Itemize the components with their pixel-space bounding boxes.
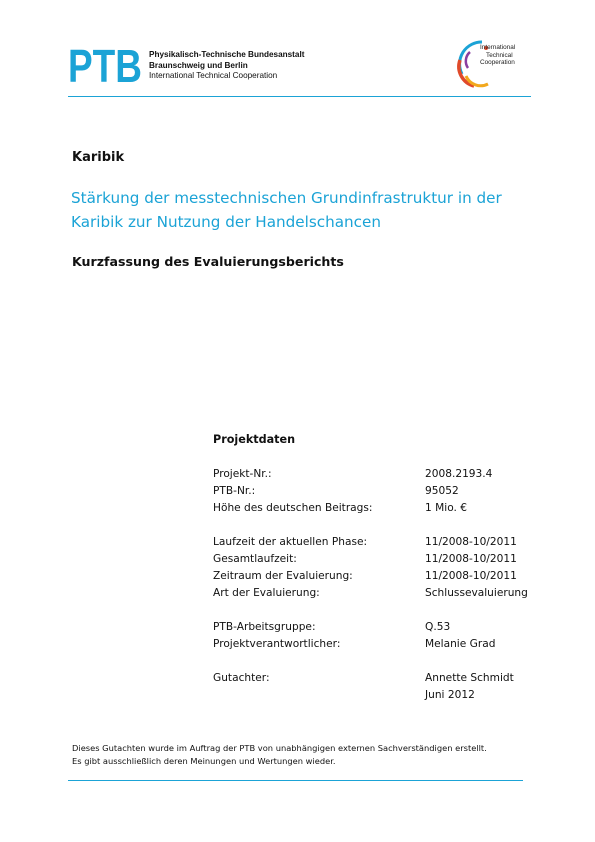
working-group-row xyxy=(213,619,543,636)
row-value: 11/2008-10/2011 xyxy=(425,553,517,565)
row-label: Zeitraum der Evaluierung: xyxy=(213,570,353,582)
row-label: PTB-Arbeitsgruppe: xyxy=(213,621,316,633)
project-number-row xyxy=(213,466,543,483)
project-manager-row xyxy=(213,636,543,653)
itc-line-1: International xyxy=(480,44,516,51)
total-duration-row xyxy=(213,551,543,568)
row-value: Schlussevaluierung xyxy=(425,587,528,599)
evaluation-type-row xyxy=(213,585,543,602)
report-date-row xyxy=(213,687,543,704)
itc-line-3: Cooperation xyxy=(480,59,515,67)
row-label: Projektverantwortlicher: xyxy=(213,638,341,650)
row-value: 1 Mio. € xyxy=(425,502,467,514)
ptb-logo xyxy=(68,42,144,90)
project-data-heading: Projektdaten xyxy=(213,433,296,446)
disclaimer xyxy=(72,742,487,768)
document-subtitle: Kurzfassung des Evaluierungsberichts xyxy=(72,254,344,269)
itc-line-2: Technical xyxy=(486,51,513,59)
header-divider xyxy=(68,96,531,97)
row-label: Gesamtlaufzeit: xyxy=(213,553,297,565)
region-label: Karibik xyxy=(72,150,125,165)
row-value: 2008.2193.4 xyxy=(425,468,493,480)
itc-logo-label xyxy=(480,44,515,67)
evaluator-row xyxy=(213,670,543,687)
row-label: PTB-Nr.: xyxy=(213,485,256,497)
row-value: Melanie Grad xyxy=(425,638,496,650)
row-label: Höhe des deutschen Beitrags: xyxy=(213,502,373,514)
ptb-logo-text: PTB xyxy=(68,40,142,92)
document-title: Stärkung der messtechnischen Grundinfrastruktur in der Karibik zur Nutzung der Handelschancen xyxy=(71,189,502,231)
organization-name xyxy=(149,50,304,82)
row-value: Annette Schmidt xyxy=(425,672,514,684)
row-value: Juni 2012 xyxy=(425,689,475,701)
ptb-number-row xyxy=(213,483,543,500)
footer-divider xyxy=(68,780,523,781)
disclaimer-line-1: Dieses Gutachten wurde im Auftrag der PTB von unabhängigen externen Sachverständigen erstellt. xyxy=(72,743,487,753)
project-data-table xyxy=(213,466,543,704)
row-value: Q.53 xyxy=(425,621,451,633)
contribution-row xyxy=(213,500,543,517)
row-label: Projekt-Nr.: xyxy=(213,468,272,480)
row-value: 11/2008-10/2011 xyxy=(425,536,517,548)
row-value: 11/2008-10/2011 xyxy=(425,570,517,582)
org-line-3: International Technical Cooperation xyxy=(149,71,278,80)
row-label: Art der Evaluierung: xyxy=(213,587,320,599)
org-line-2: Braunschweig und Berlin xyxy=(149,60,248,70)
disclaimer-line-2: Es gibt ausschließlich deren Meinungen und Wertungen wieder. xyxy=(72,756,336,766)
evaluation-period-row xyxy=(213,568,543,585)
row-value: 95052 xyxy=(425,485,459,497)
current-phase-row xyxy=(213,534,543,551)
row-label: Laufzeit der aktuellen Phase: xyxy=(213,536,368,548)
row-label: Gutachter: xyxy=(213,672,270,684)
org-line-1: Physikalisch-Technische Bundesanstalt xyxy=(149,50,305,59)
